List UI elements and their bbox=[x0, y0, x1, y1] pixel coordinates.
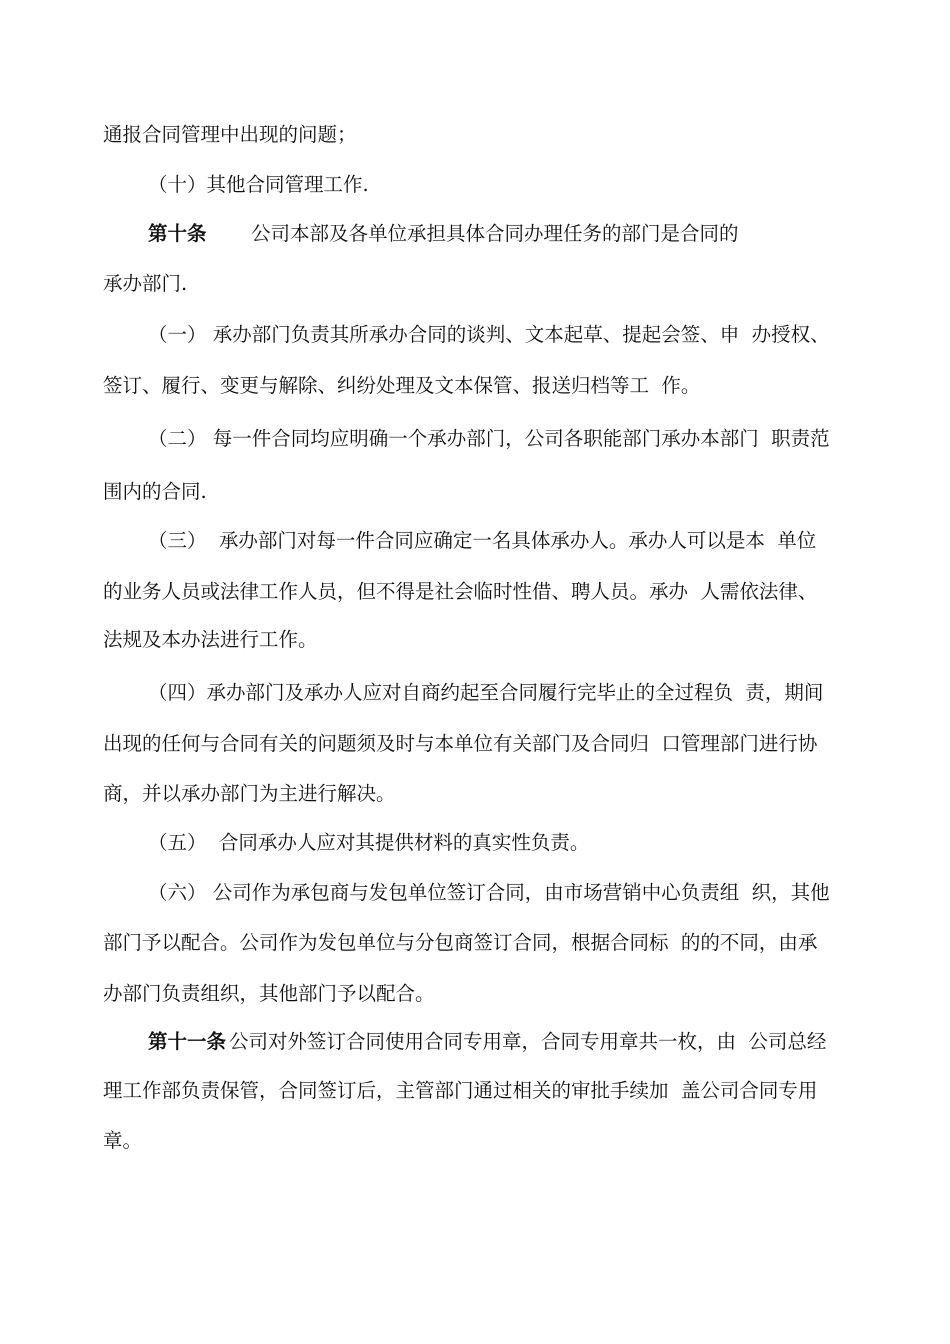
paragraph-line: （三） 承办部门对每一件合同应确定一名具体承办人。承办人可以是本 单位 bbox=[148, 529, 817, 552]
paragraph-line: 承办部门. bbox=[103, 272, 188, 295]
paragraph-line: （十）其他合同管理工作. bbox=[148, 173, 369, 196]
article-heading: 第十一条 bbox=[148, 1030, 227, 1053]
paragraph-line: 部门予以配合。公司作为发包单位与分包商签订合同，根据合同标 的的不同，由承 bbox=[103, 931, 818, 954]
paragraph-line: 法规及本办法进行工作。 bbox=[103, 628, 318, 651]
paragraph-line: 出现的任何与合同有关的问题须及时与本单位有关部门及合同归 口管理部门进行协 bbox=[103, 732, 818, 755]
paragraph-line: 办部门负责组织，其他部门予以配合。 bbox=[103, 982, 435, 1005]
paragraph-line: 公司对外签订合同使用合同专用章，合同专用章共一枚，由 公司总经 bbox=[229, 1030, 827, 1053]
paragraph-line: （四）承办部门及承办人应对自商约起至合同履行完毕止的全过程负 责，期间 bbox=[148, 681, 824, 704]
paragraph-line: （一） 承办部门负责其所承办合同的谈判、文本起草、提起会签、申 办授权、 bbox=[148, 323, 830, 346]
paragraph-line: 签订、履行、变更与解除、纠纷处理及文本保管、报送归档等工 作。 bbox=[103, 374, 701, 397]
paragraph-line: （六） 公司作为承包商与发包单位签订合同，由市场营销中心负责组 织，其他 bbox=[148, 881, 830, 904]
paragraph-line: 公司本部及各单位承担具体合同办理任务的部门是合同的 bbox=[251, 222, 739, 245]
paragraph-line: （二） 每一件合同均应明确一个承办部门，公司各职能部门承办本部门 职责范 bbox=[148, 427, 830, 450]
paragraph-line: 章。 bbox=[103, 1129, 143, 1152]
paragraph-line: 通报合同管理中出现的问题； bbox=[103, 123, 357, 146]
paragraph-line: 理工作部负责保管，合同签订后，主管部门通过相关的审批手续加 盖公司合同专用 bbox=[103, 1079, 818, 1102]
paragraph-line: 的业务人员或法律工作人员，但不得是社会临时性借、聘人员。承办 人需依法律、 bbox=[103, 580, 818, 603]
paragraph-line: （五） 合同承办人应对其提供材料的真实性负责。 bbox=[148, 831, 590, 854]
article-heading: 第十条 bbox=[148, 222, 207, 245]
paragraph-line: 商，并以承办部门为主进行解决。 bbox=[103, 782, 396, 805]
paragraph-line: 围内的合同. bbox=[103, 480, 207, 503]
